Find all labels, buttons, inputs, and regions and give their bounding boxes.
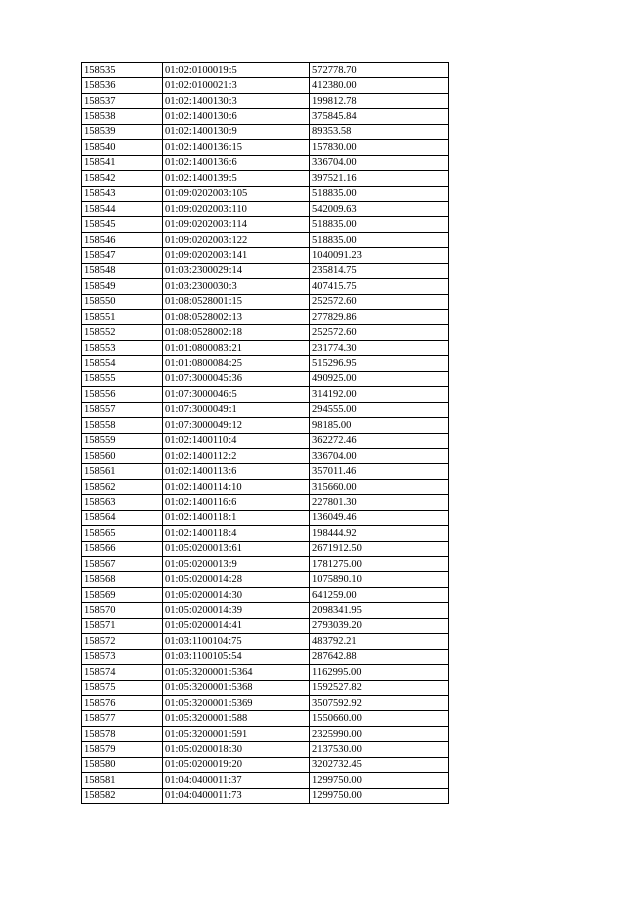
row-number-cell: 158553	[82, 340, 163, 355]
value-cell: 1075890.10	[310, 572, 449, 587]
table-row	[82, 402, 449, 417]
row-number-cell: 158578	[82, 726, 163, 741]
cadastral-number-cell: 01:09:0202003:122	[163, 232, 310, 247]
cadastral-number-cell: 01:03:1100104:75	[163, 634, 310, 649]
cadastral-number-cell: 01:05:0200014:30	[163, 587, 310, 602]
value-cell: 1299750.00	[310, 788, 449, 803]
cadastral-number-cell: 01:09:0202003:110	[163, 201, 310, 216]
cadastral-number-cell: 01:02:1400114:10	[163, 479, 310, 494]
cadastral-number-cell: 01:05:0200014:28	[163, 572, 310, 587]
row-number-cell: 158573	[82, 649, 163, 664]
value-cell: 412380.00	[310, 78, 449, 93]
cadastral-number-cell: 01:02:1400118:1	[163, 510, 310, 525]
row-number-cell: 158574	[82, 665, 163, 680]
row-number-cell: 158580	[82, 757, 163, 772]
table-row	[82, 587, 449, 602]
value-cell: 252572.60	[310, 325, 449, 340]
table-row	[82, 464, 449, 479]
cadastral-number-cell: 01:02:1400116:6	[163, 495, 310, 510]
table-row	[82, 371, 449, 386]
cadastral-number-cell: 01:05:3200001:591	[163, 726, 310, 741]
cadastral-number-cell: 01:02:1400130:6	[163, 109, 310, 124]
table-row	[82, 171, 449, 186]
value-cell: 518835.00	[310, 186, 449, 201]
value-cell: 98185.00	[310, 418, 449, 433]
row-number-cell: 158538	[82, 109, 163, 124]
row-number-cell: 158579	[82, 742, 163, 757]
row-number-cell: 158562	[82, 479, 163, 494]
value-cell: 157830.00	[310, 140, 449, 155]
cadastral-number-cell: 01:02:1400136:15	[163, 140, 310, 155]
row-number-cell: 158549	[82, 279, 163, 294]
cadastral-number-cell: 01:08:0528002:18	[163, 325, 310, 340]
row-number-cell: 158544	[82, 201, 163, 216]
table-row	[82, 680, 449, 695]
cadastral-number-cell: 01:05:0200018:30	[163, 742, 310, 757]
table-row	[82, 665, 449, 680]
cadastral-number-cell: 01:02:0100021:3	[163, 78, 310, 93]
value-cell: 1162995.00	[310, 665, 449, 680]
cadastral-number-cell: 01:02:1400139:5	[163, 171, 310, 186]
table-body	[82, 63, 449, 804]
cadastral-number-cell: 01:03:1100105:54	[163, 649, 310, 664]
row-number-cell: 158581	[82, 773, 163, 788]
cadastral-number-cell: 01:07:3000049:12	[163, 418, 310, 433]
value-cell: 2671912.50	[310, 541, 449, 556]
cadastral-number-cell: 01:05:3200001:588	[163, 711, 310, 726]
table-row	[82, 448, 449, 463]
value-cell: 407415.75	[310, 279, 449, 294]
row-number-cell: 158554	[82, 356, 163, 371]
table-row	[82, 124, 449, 139]
row-number-cell: 158576	[82, 695, 163, 710]
row-number-cell: 158565	[82, 526, 163, 541]
table-row	[82, 788, 449, 803]
table-row	[82, 140, 449, 155]
value-cell: 235814.75	[310, 263, 449, 278]
row-number-cell: 158577	[82, 711, 163, 726]
row-number-cell: 158536	[82, 78, 163, 93]
row-number-cell: 158559	[82, 433, 163, 448]
cadastral-number-cell: 01:09:0202003:105	[163, 186, 310, 201]
table-row	[82, 93, 449, 108]
value-cell: 1550660.00	[310, 711, 449, 726]
row-number-cell: 158556	[82, 387, 163, 402]
cadastral-number-cell: 01:09:0202003:114	[163, 217, 310, 232]
table-row	[82, 649, 449, 664]
row-number-cell: 158566	[82, 541, 163, 556]
row-number-cell: 158550	[82, 294, 163, 309]
row-number-cell: 158569	[82, 587, 163, 602]
cadastral-number-cell: 01:02:1400110:4	[163, 433, 310, 448]
value-cell: 231774.30	[310, 340, 449, 355]
row-number-cell: 158543	[82, 186, 163, 201]
value-cell: 515296.95	[310, 356, 449, 371]
row-number-cell: 158563	[82, 495, 163, 510]
row-number-cell: 158561	[82, 464, 163, 479]
table-row	[82, 526, 449, 541]
cadastral-number-cell: 01:02:1400130:3	[163, 93, 310, 108]
row-number-cell: 158539	[82, 124, 163, 139]
row-number-cell: 158571	[82, 618, 163, 633]
value-cell: 199812.78	[310, 93, 449, 108]
table-row	[82, 294, 449, 309]
table-row	[82, 541, 449, 556]
row-number-cell: 158560	[82, 448, 163, 463]
value-cell: 227801.30	[310, 495, 449, 510]
cadastral-number-cell: 01:04:0400011:73	[163, 788, 310, 803]
table-row	[82, 634, 449, 649]
table-row	[82, 726, 449, 741]
value-cell: 3202732.45	[310, 757, 449, 772]
row-number-cell: 158582	[82, 788, 163, 803]
cadastral-number-cell: 01:07:3000045:36	[163, 371, 310, 386]
table-row	[82, 695, 449, 710]
cadastral-number-cell: 01:05:0200014:41	[163, 618, 310, 633]
value-cell: 2137530.00	[310, 742, 449, 757]
value-cell: 277829.86	[310, 310, 449, 325]
value-cell: 641259.00	[310, 587, 449, 602]
value-cell: 198444.92	[310, 526, 449, 541]
value-cell: 483792.21	[310, 634, 449, 649]
cadastral-number-cell: 01:01:0800084:25	[163, 356, 310, 371]
table-row	[82, 232, 449, 247]
value-cell: 518835.00	[310, 217, 449, 232]
row-number-cell: 158551	[82, 310, 163, 325]
table-row	[82, 63, 449, 78]
cadastral-number-cell: 01:02:1400136:6	[163, 155, 310, 170]
row-number-cell: 158558	[82, 418, 163, 433]
table-row	[82, 201, 449, 216]
table-row	[82, 510, 449, 525]
table-row	[82, 248, 449, 263]
value-cell: 2325990.00	[310, 726, 449, 741]
value-cell: 252572.60	[310, 294, 449, 309]
table-row	[82, 340, 449, 355]
table-row	[82, 155, 449, 170]
row-number-cell: 158535	[82, 63, 163, 78]
table-row	[82, 109, 449, 124]
row-number-cell: 158557	[82, 402, 163, 417]
value-cell: 336704.00	[310, 155, 449, 170]
row-number-cell: 158575	[82, 680, 163, 695]
table-row	[82, 387, 449, 402]
value-cell: 315660.00	[310, 479, 449, 494]
cadastral-number-cell: 01:05:3200001:5368	[163, 680, 310, 695]
table-row	[82, 78, 449, 93]
row-number-cell: 158570	[82, 603, 163, 618]
table-row	[82, 217, 449, 232]
value-cell: 294555.00	[310, 402, 449, 417]
row-number-cell: 158572	[82, 634, 163, 649]
row-number-cell: 158541	[82, 155, 163, 170]
row-number-cell: 158564	[82, 510, 163, 525]
cadastral-number-cell: 01:02:1400113:6	[163, 464, 310, 479]
value-cell: 3507592.92	[310, 695, 449, 710]
value-cell: 490925.00	[310, 371, 449, 386]
value-cell: 136049.46	[310, 510, 449, 525]
row-number-cell: 158555	[82, 371, 163, 386]
row-number-cell: 158568	[82, 572, 163, 587]
row-number-cell: 158552	[82, 325, 163, 340]
table-row	[82, 557, 449, 572]
table-row	[82, 495, 449, 510]
cadastral-number-cell: 01:05:3200001:5364	[163, 665, 310, 680]
table-row	[82, 356, 449, 371]
value-cell: 1040091.23	[310, 248, 449, 263]
value-cell: 2793039.20	[310, 618, 449, 633]
cadastral-number-cell: 01:05:3200001:5369	[163, 695, 310, 710]
table-row	[82, 279, 449, 294]
value-cell: 375845.84	[310, 109, 449, 124]
value-cell: 1299750.00	[310, 773, 449, 788]
cadastral-number-cell: 01:02:1400130:9	[163, 124, 310, 139]
row-number-cell: 158537	[82, 93, 163, 108]
cadastral-number-cell: 01:04:0400011:37	[163, 773, 310, 788]
cadastral-number-cell: 01:07:3000046:5	[163, 387, 310, 402]
table-row	[82, 618, 449, 633]
row-number-cell: 158547	[82, 248, 163, 263]
cadastral-number-cell: 01:08:0528002:13	[163, 310, 310, 325]
table-row	[82, 711, 449, 726]
value-cell: 397521.16	[310, 171, 449, 186]
cadastral-number-cell: 01:05:0200019:20	[163, 757, 310, 772]
table-row	[82, 433, 449, 448]
table-row	[82, 479, 449, 494]
row-number-cell: 158567	[82, 557, 163, 572]
value-cell: 287642.88	[310, 649, 449, 664]
table-row	[82, 757, 449, 772]
value-cell: 362272.46	[310, 433, 449, 448]
value-cell: 357011.46	[310, 464, 449, 479]
table-row	[82, 263, 449, 278]
value-cell: 336704.00	[310, 448, 449, 463]
cadastral-number-cell: 01:03:2300030:3	[163, 279, 310, 294]
cadastral-number-cell: 01:07:3000049:1	[163, 402, 310, 417]
value-cell: 314192.00	[310, 387, 449, 402]
cadastral-number-cell: 01:05:0200013:9	[163, 557, 310, 572]
cadastral-number-cell: 01:05:0200014:39	[163, 603, 310, 618]
table-row	[82, 325, 449, 340]
table-row	[82, 572, 449, 587]
value-cell: 1781275.00	[310, 557, 449, 572]
row-number-cell: 158540	[82, 140, 163, 155]
row-number-cell: 158546	[82, 232, 163, 247]
table-row	[82, 418, 449, 433]
cadastral-number-cell: 01:01:0800083:21	[163, 340, 310, 355]
table-row	[82, 186, 449, 201]
table-row	[82, 742, 449, 757]
cadastral-number-cell: 01:03:2300029:14	[163, 263, 310, 278]
row-number-cell: 158548	[82, 263, 163, 278]
table-row	[82, 310, 449, 325]
cadastral-number-cell: 01:05:0200013:61	[163, 541, 310, 556]
value-cell: 542009.63	[310, 201, 449, 216]
value-cell: 572778.70	[310, 63, 449, 78]
cadastral-number-cell: 01:08:0528001:15	[163, 294, 310, 309]
value-cell: 518835.00	[310, 232, 449, 247]
value-cell: 2098341.95	[310, 603, 449, 618]
row-number-cell: 158542	[82, 171, 163, 186]
cadastral-number-cell: 01:09:0202003:141	[163, 248, 310, 263]
table-row	[82, 773, 449, 788]
data-table	[81, 62, 449, 804]
cadastral-number-cell: 01:02:1400118:4	[163, 526, 310, 541]
value-cell: 1592527.82	[310, 680, 449, 695]
cadastral-number-cell: 01:02:1400112:2	[163, 448, 310, 463]
row-number-cell: 158545	[82, 217, 163, 232]
table-row	[82, 603, 449, 618]
cadastral-number-cell: 01:02:0100019:5	[163, 63, 310, 78]
value-cell: 89353.58	[310, 124, 449, 139]
